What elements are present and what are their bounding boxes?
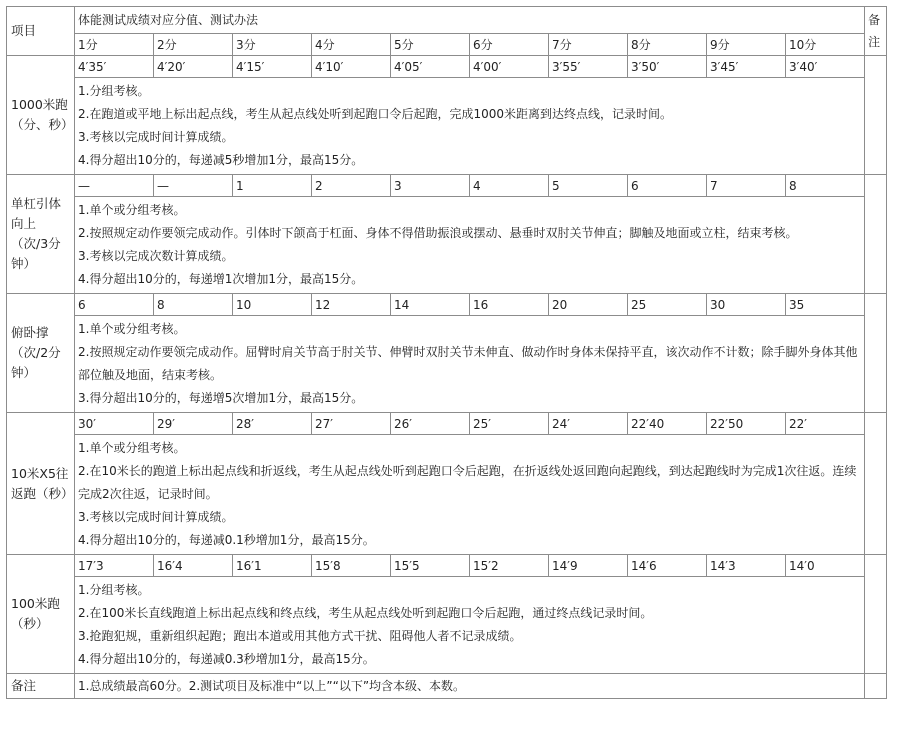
score-value-cell: — xyxy=(154,175,233,197)
footer-label-cell xyxy=(7,674,75,699)
score-header-10: 10分 xyxy=(786,34,865,56)
score-value-cell: 22′ xyxy=(786,413,865,435)
test-method-cell xyxy=(75,78,865,175)
score-value-cell: 22′40 xyxy=(628,413,707,435)
test-method-line: 4.得分超出10分的，每递减5秒增加1分，最高15分。 xyxy=(78,153,364,167)
test-item-name: 1000米跑（分、秒） xyxy=(11,97,74,132)
score-value-cell: 14′9 xyxy=(549,555,628,577)
score-value-cell: 25 xyxy=(628,294,707,316)
score-header-1: 1分 xyxy=(75,34,154,56)
test-method-line: 1.分组考核。 xyxy=(78,84,150,98)
test-item-name-cell xyxy=(7,56,75,175)
score-value-cell: 14′0 xyxy=(786,555,865,577)
test-method-line: 2.在100米长直线跑道上标出起点线和终点线，考生从起点线处听到起跑口令后起跑，通过终点线记录时间。 xyxy=(78,606,653,620)
score-value-cell: 1 xyxy=(233,175,312,197)
score-value-cell: 10 xyxy=(233,294,312,316)
test-item-name: 10米X5往返跑（秒） xyxy=(11,465,74,501)
score-value-cell: 22′50 xyxy=(707,413,786,435)
score-value-cell: 8 xyxy=(786,175,865,197)
test-item-values-row xyxy=(7,413,887,435)
test-method-cell xyxy=(75,316,865,413)
score-value-cell: 3′45′ xyxy=(707,56,786,78)
footer-text-cell xyxy=(75,674,865,699)
score-value-cell: 3 xyxy=(391,175,470,197)
header-title: 体能测试成绩对应分值、测试办法 xyxy=(78,13,259,27)
score-header-4: 4分 xyxy=(312,34,391,56)
test-method-line: 2.按照规定动作要领完成动作。屈臂时肩关节高于肘关节、伸臂时双肘关节未伸直、做动作时身体未保持平直，该次动作不计数；除手脚外身体其他部位触及地面，结束考核。 xyxy=(78,345,858,382)
score-header-7: 7分 xyxy=(549,34,628,56)
test-item-method-row xyxy=(7,197,887,294)
score-value-cell: 7 xyxy=(707,175,786,197)
test-method-cell xyxy=(75,435,865,555)
score-value-cell: 14′6 xyxy=(628,555,707,577)
score-value-cell: 3′55′ xyxy=(549,56,628,78)
score-value-cell: 29′ xyxy=(154,413,233,435)
test-method-line: 3.得分超出10分的，每递增5次增加1分，最高15分。 xyxy=(78,391,364,405)
header-remark-label: 备注 xyxy=(868,13,881,49)
test-method-line: 3.考核以完成时间计算成绩。 xyxy=(78,510,234,524)
score-value-cell: 17′3 xyxy=(75,555,154,577)
score-value-cell: 6 xyxy=(75,294,154,316)
score-value-cell: 3′40′ xyxy=(786,56,865,78)
score-value-cell: 20 xyxy=(549,294,628,316)
score-value-cell: 15′8 xyxy=(312,555,391,577)
test-method-line: 2.在10米长的跑道上标出起点线和折返线，考生从起点线处听到起跑口令后起跑，在折返线处返回跑向起跑线，到达起跑线时为完成1次往返。连续完成2次往返，记录时间。 xyxy=(78,464,857,501)
score-value-cell: 15′5 xyxy=(391,555,470,577)
score-value-cell: 14 xyxy=(391,294,470,316)
score-value-cell: 15′2 xyxy=(470,555,549,577)
score-value-cell: 30 xyxy=(707,294,786,316)
test-method-line: 2.在跑道或平地上标出起点线，考生从起点线处听到起跑口令后起跑，完成1000米距离到达终点线，记录时间。 xyxy=(78,107,672,121)
test-method-cell xyxy=(75,577,865,674)
score-value-cell: 4 xyxy=(470,175,549,197)
test-method-line: 3.抢跑犯规，重新组织起跑；跑出本道或用其他方式干扰、阻碍他人者不记录成绩。 xyxy=(78,629,522,643)
header-remark-cell xyxy=(865,7,887,56)
test-method-line: 3.考核以完成次数计算成绩。 xyxy=(78,249,234,263)
test-method-line: 1.单个或分组考核。 xyxy=(78,203,186,217)
test-method-cell xyxy=(75,197,865,294)
score-header-8: 8分 xyxy=(628,34,707,56)
score-value-cell: 4′10′ xyxy=(312,56,391,78)
score-value-cell: 5 xyxy=(549,175,628,197)
test-item-name-cell xyxy=(7,294,75,413)
remark-cell xyxy=(865,555,887,674)
test-item-name-cell xyxy=(7,555,75,674)
score-value-cell: 27′ xyxy=(312,413,391,435)
score-value-cell: — xyxy=(75,175,154,197)
score-value-cell: 16′1 xyxy=(233,555,312,577)
score-header-row xyxy=(7,34,887,56)
test-item-values-row xyxy=(7,294,887,316)
header-row xyxy=(7,7,887,34)
score-value-cell: 4′15′ xyxy=(233,56,312,78)
header-item-cell xyxy=(7,7,75,56)
score-value-cell: 2 xyxy=(312,175,391,197)
test-item-method-row xyxy=(7,316,887,413)
test-item-name: 俯卧撑（次/2分钟） xyxy=(11,325,61,380)
score-value-cell: 4′05′ xyxy=(391,56,470,78)
test-item-method-row xyxy=(7,577,887,674)
test-item-name: 单杠引体向上（次/3分钟） xyxy=(11,196,62,271)
test-item-values-row xyxy=(7,175,887,197)
score-value-cell: 28′ xyxy=(233,413,312,435)
test-method-line: 3.考核以完成时间计算成绩。 xyxy=(78,130,234,144)
test-method-line: 4.得分超出10分的，每递增1次增加1分，最高15分。 xyxy=(78,272,364,286)
score-value-cell: 30′ xyxy=(75,413,154,435)
test-item-values-row xyxy=(7,555,887,577)
score-value-cell: 8 xyxy=(154,294,233,316)
score-header-3: 3分 xyxy=(233,34,312,56)
score-value-cell: 12 xyxy=(312,294,391,316)
test-item-method-row xyxy=(7,435,887,555)
test-item-name: 100米跑（秒） xyxy=(11,596,60,631)
footer-remark-cell xyxy=(865,674,887,699)
remark-cell xyxy=(865,294,887,413)
test-method-line: 4.得分超出10分的，每递减0.3秒增加1分，最高15分。 xyxy=(78,652,375,666)
score-value-cell: 4′35′ xyxy=(75,56,154,78)
test-method-line: 2.按照规定动作要领完成动作。引体时下颌高于杠面、身体不得借助振浪或摆动、悬垂时双肘关节伸直；脚触及地面或立柱，结束考核。 xyxy=(78,226,798,240)
footer-label: 备注 xyxy=(11,678,37,693)
test-method-line: 1.单个或分组考核。 xyxy=(78,322,186,336)
remark-cell xyxy=(865,56,887,175)
fitness-test-table xyxy=(6,6,887,699)
score-value-cell: 6 xyxy=(628,175,707,197)
score-value-cell: 4′00′ xyxy=(470,56,549,78)
header-item-label: 项目 xyxy=(11,23,37,38)
test-item-values-row xyxy=(7,56,887,78)
test-item-name-cell xyxy=(7,413,75,555)
remark-cell xyxy=(865,175,887,294)
score-value-cell: 26′ xyxy=(391,413,470,435)
test-method-line: 1.单个或分组考核。 xyxy=(78,441,186,455)
score-header-2: 2分 xyxy=(154,34,233,56)
footer-text: 1.总成绩最高60分。2.测试项目及标准中“以上”“以下”均含本级、本数。 xyxy=(78,679,466,693)
score-value-cell: 24′ xyxy=(549,413,628,435)
score-value-cell: 4′20′ xyxy=(154,56,233,78)
score-value-cell: 3′50′ xyxy=(628,56,707,78)
test-method-line: 1.分组考核。 xyxy=(78,583,150,597)
test-item-method-row xyxy=(7,78,887,175)
test-item-name-cell xyxy=(7,175,75,294)
remark-cell xyxy=(865,413,887,555)
footer-row xyxy=(7,674,887,699)
score-header-6: 6分 xyxy=(470,34,549,56)
score-value-cell: 25′ xyxy=(470,413,549,435)
score-value-cell: 16 xyxy=(470,294,549,316)
test-method-line: 4.得分超出10分的，每递减0.1秒增加1分，最高15分。 xyxy=(78,533,375,547)
score-header-9: 9分 xyxy=(707,34,786,56)
score-header-5: 5分 xyxy=(391,34,470,56)
score-value-cell: 14′3 xyxy=(707,555,786,577)
score-value-cell: 35 xyxy=(786,294,865,316)
header-title-cell xyxy=(75,7,865,34)
score-value-cell: 16′4 xyxy=(154,555,233,577)
